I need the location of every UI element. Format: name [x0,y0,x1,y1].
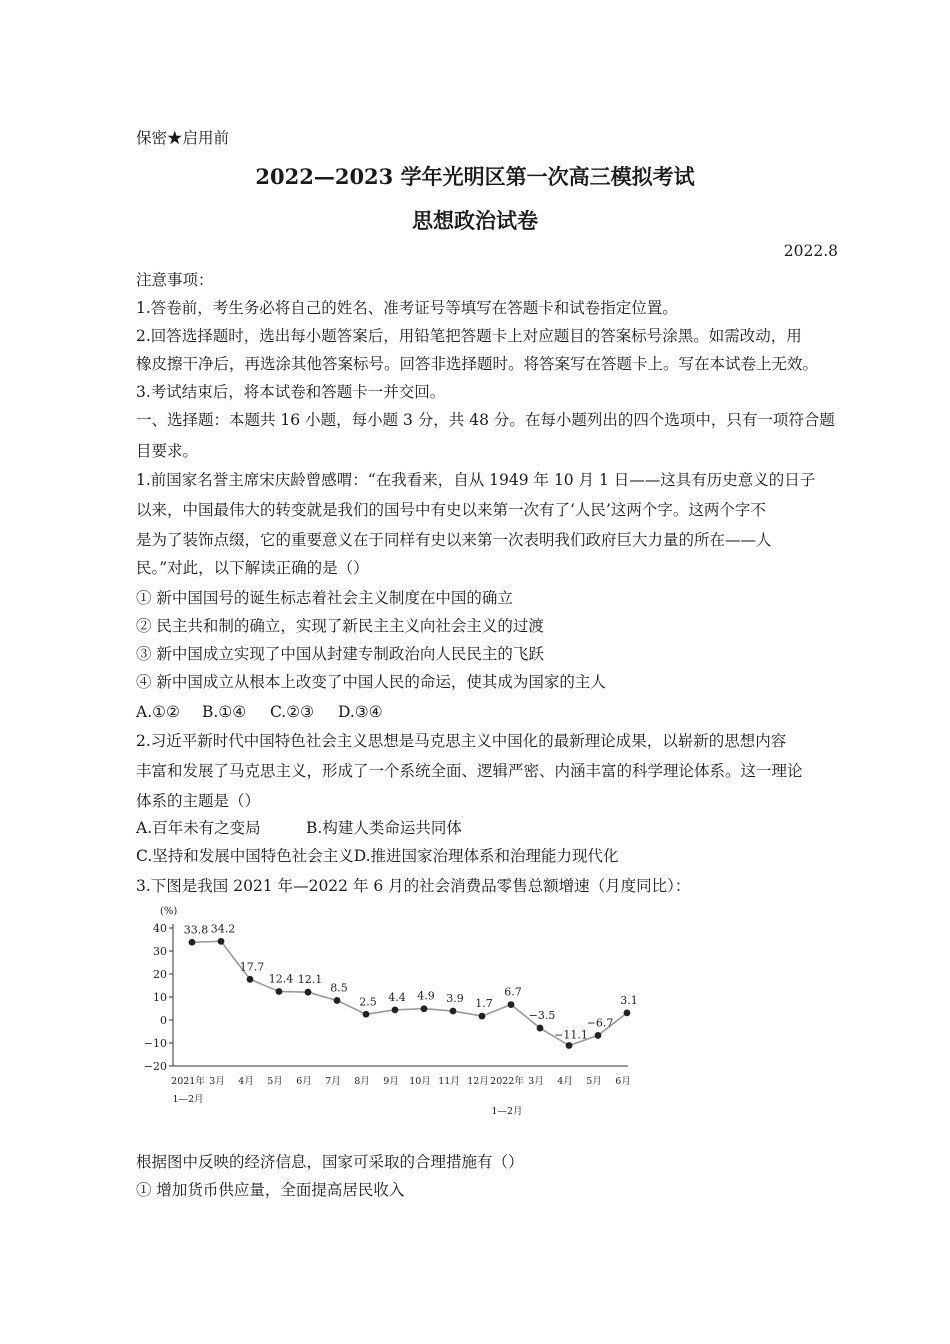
q2-options-row-2 [136,846,619,866]
data-value-label: −3.5 [528,1009,556,1023]
notice-item-3: 3.考试结束后，将本试卷和答题卡一并交回。 [136,383,446,401]
y-tick-label: 10 [153,991,167,1004]
q2-option-d: D.推进国家治理体系和治理能力现代化 [353,847,619,865]
data-value-label: 4.9 [417,989,435,1003]
data-point [624,1009,631,1016]
data-point [421,1005,428,1012]
y-tick-label: −10 [143,1037,167,1050]
q2-stem-line-1: 2.习近平新时代中国特色社会主义思想是马克思主义中国化的最新理论成果，以崭新的思想内容 [136,732,787,750]
q1-statement-1: ① 新中国国号的诞生标志着社会主义制度在中国的确立 [136,589,513,607]
x-tick-label: 5月 [267,1076,283,1087]
data-value-label: 33.8 [183,923,209,937]
data-point [305,989,312,996]
exam-subtitle: 思想政治试卷 [412,208,538,233]
q1-statement-3: ③ 新中国成立实现了中国从封建专制政治向人民民主的飞跃 [136,645,544,663]
data-value-label: 6.7 [504,985,522,999]
x-tick-label: 7月 [325,1076,341,1087]
data-value-label: 8.5 [330,981,348,995]
q1-option-b: B.①④ [202,703,247,721]
data-point [247,976,254,983]
y-tick-label: 0 [160,1014,167,1027]
q2-stem-line-2: 丰富和发展了马克思主义，形成了一个系统全面、逻辑严密、内涵丰富的科学理论体系。这一理论 [136,762,803,780]
data-value-label: 4.4 [388,990,406,1004]
notice-item-2-line-1: 2.回答选择题时，选出每小题答案后，用铅笔把答题卡上对应题目的答案标号涂黑。如需改动，用 [136,327,802,345]
data-value-label: 3.1 [620,993,638,1007]
x-tick-label: 5月 [586,1076,602,1087]
data-value-label: 12.1 [297,973,323,987]
y-tick-label: 30 [153,945,167,958]
secret-mark: 保密★启用前 [136,129,230,147]
x-tick-label: 12月 [467,1076,489,1087]
x-tick-label: 9月 [383,1076,399,1087]
q1-stem-line-4: 民。”对此，以下解读正确的是（） [136,559,369,577]
q1-options [136,702,383,722]
x-tick-label: 6月 [296,1076,312,1087]
y-tick-label: 20 [153,968,167,981]
q3-follow-up: 根据图中反映的经济信息，国家可采取的合理措施有（） [136,1153,524,1171]
data-point [392,1006,399,1013]
data-point [566,1042,573,1049]
x-tick-label: 4月 [557,1076,573,1087]
data-point [537,1025,544,1032]
q1-option-d: D.③④ [338,703,383,721]
q1-statement-2: ② 民主共和制的确立，实现了新民主主义向社会主义的过渡 [136,617,544,635]
line-chart-svg [140,900,640,1132]
x-tick-label: 8月 [354,1076,370,1087]
q2-option-c: C.坚持和发展中国特色社会主义 [136,847,354,865]
q1-option-c: C.②③ [270,703,315,721]
data-point [189,939,196,946]
data-point [595,1032,602,1039]
x-tick-label: 10月 [409,1076,431,1087]
x-tick-label: 11月 [438,1076,460,1087]
x-tick-label: 3月 [528,1076,544,1087]
x-tick-label: 2022年 [490,1076,524,1087]
data-point [276,988,283,995]
x-tick-label: 4月 [238,1076,254,1087]
data-value-label: −6.7 [586,1016,614,1030]
q2-option-a: A.百年未有之变局 [136,819,261,837]
q3-statement-1: ① 增加货币供应量，全面提高居民收入 [136,1181,405,1199]
q2-options-row-1 [136,818,462,838]
x-tick-label: 2021年 [171,1076,205,1087]
q2-option-b: B.构建人类命运共同体 [306,819,462,837]
section-1-line-1: 一、选择题：本题共 16 小题，每小题 3 分，共 48 分。在每小题列出的四个选项中，只有一项符合题 [136,411,835,429]
notice-heading: 注意事项： [136,271,214,289]
data-point [334,997,341,1004]
data-value-label: 2.5 [359,995,377,1009]
q2-stem-line-3: 体系的主题是（） [136,792,261,810]
q1-statement-4: ④ 新中国成立从根本上改变了中国人民的命运，使其成为国家的主人 [136,673,606,691]
data-point [450,1008,457,1015]
data-value-label: 34.2 [210,922,236,936]
y-axis-unit-label: (%) [160,906,178,917]
x-tick-label: 6月 [615,1076,631,1087]
retail-sales-growth-chart [140,900,640,1132]
y-tick-label: 40 [153,922,167,935]
data-point [508,1001,515,1008]
x-tick-sublabel: 1—2月 [172,1094,204,1105]
notice-item-2-line-2: 橡皮擦干净后，再选涂其他答案标号。回答非选择题时。将答案写在答题卡上。写在本试卷上无效。 [136,355,819,373]
data-point [363,1011,370,1018]
x-tick-label: 3月 [209,1076,225,1087]
q3-stem: 3.下图是我国 2021 年—2022 年 6 月的社会消费品零售总额增速（月度同比）： [136,877,691,895]
data-value-label: −11.1 [554,1028,588,1042]
data-value-label: 17.7 [239,960,265,974]
data-value-label: 12.4 [268,972,294,986]
q1-option-a: A.①② [136,703,180,721]
section-1-line-2: 目要求。 [136,442,199,460]
x-tick-sublabel: 1—2月 [491,1106,523,1117]
data-value-label: 3.9 [446,992,464,1006]
y-tick-label: −20 [143,1060,167,1073]
data-point [218,938,225,945]
exam-date: 2022.8 [783,242,838,260]
q1-stem-line-2: 以来，中国最伟大的转变就是我们的国号中有史以来第一次有了‘人民’这两个字。这两个字不 [136,501,766,519]
data-point [479,1013,486,1020]
data-value-label: 1.7 [475,997,493,1011]
notice-item-1: 1.答卷前，考生务必将自己的姓名、准考证号等填写在答题卡和试卷指定位置。 [136,299,678,317]
exam-title: 2022—2023 学年光明区第一次高三模拟考试 [255,164,695,189]
q1-stem-line-1: 1.前国家名誉主席宋庆龄曾感喟：“在我看来，自从 1949 年 10 月 1 日——这具有历史意义的日子 [136,471,816,489]
q1-stem-line-3: 是为了装饰点缀，它的重要意义在于同样有史以来第一次表明我们政府巨大力量的所在——人 [136,531,772,549]
